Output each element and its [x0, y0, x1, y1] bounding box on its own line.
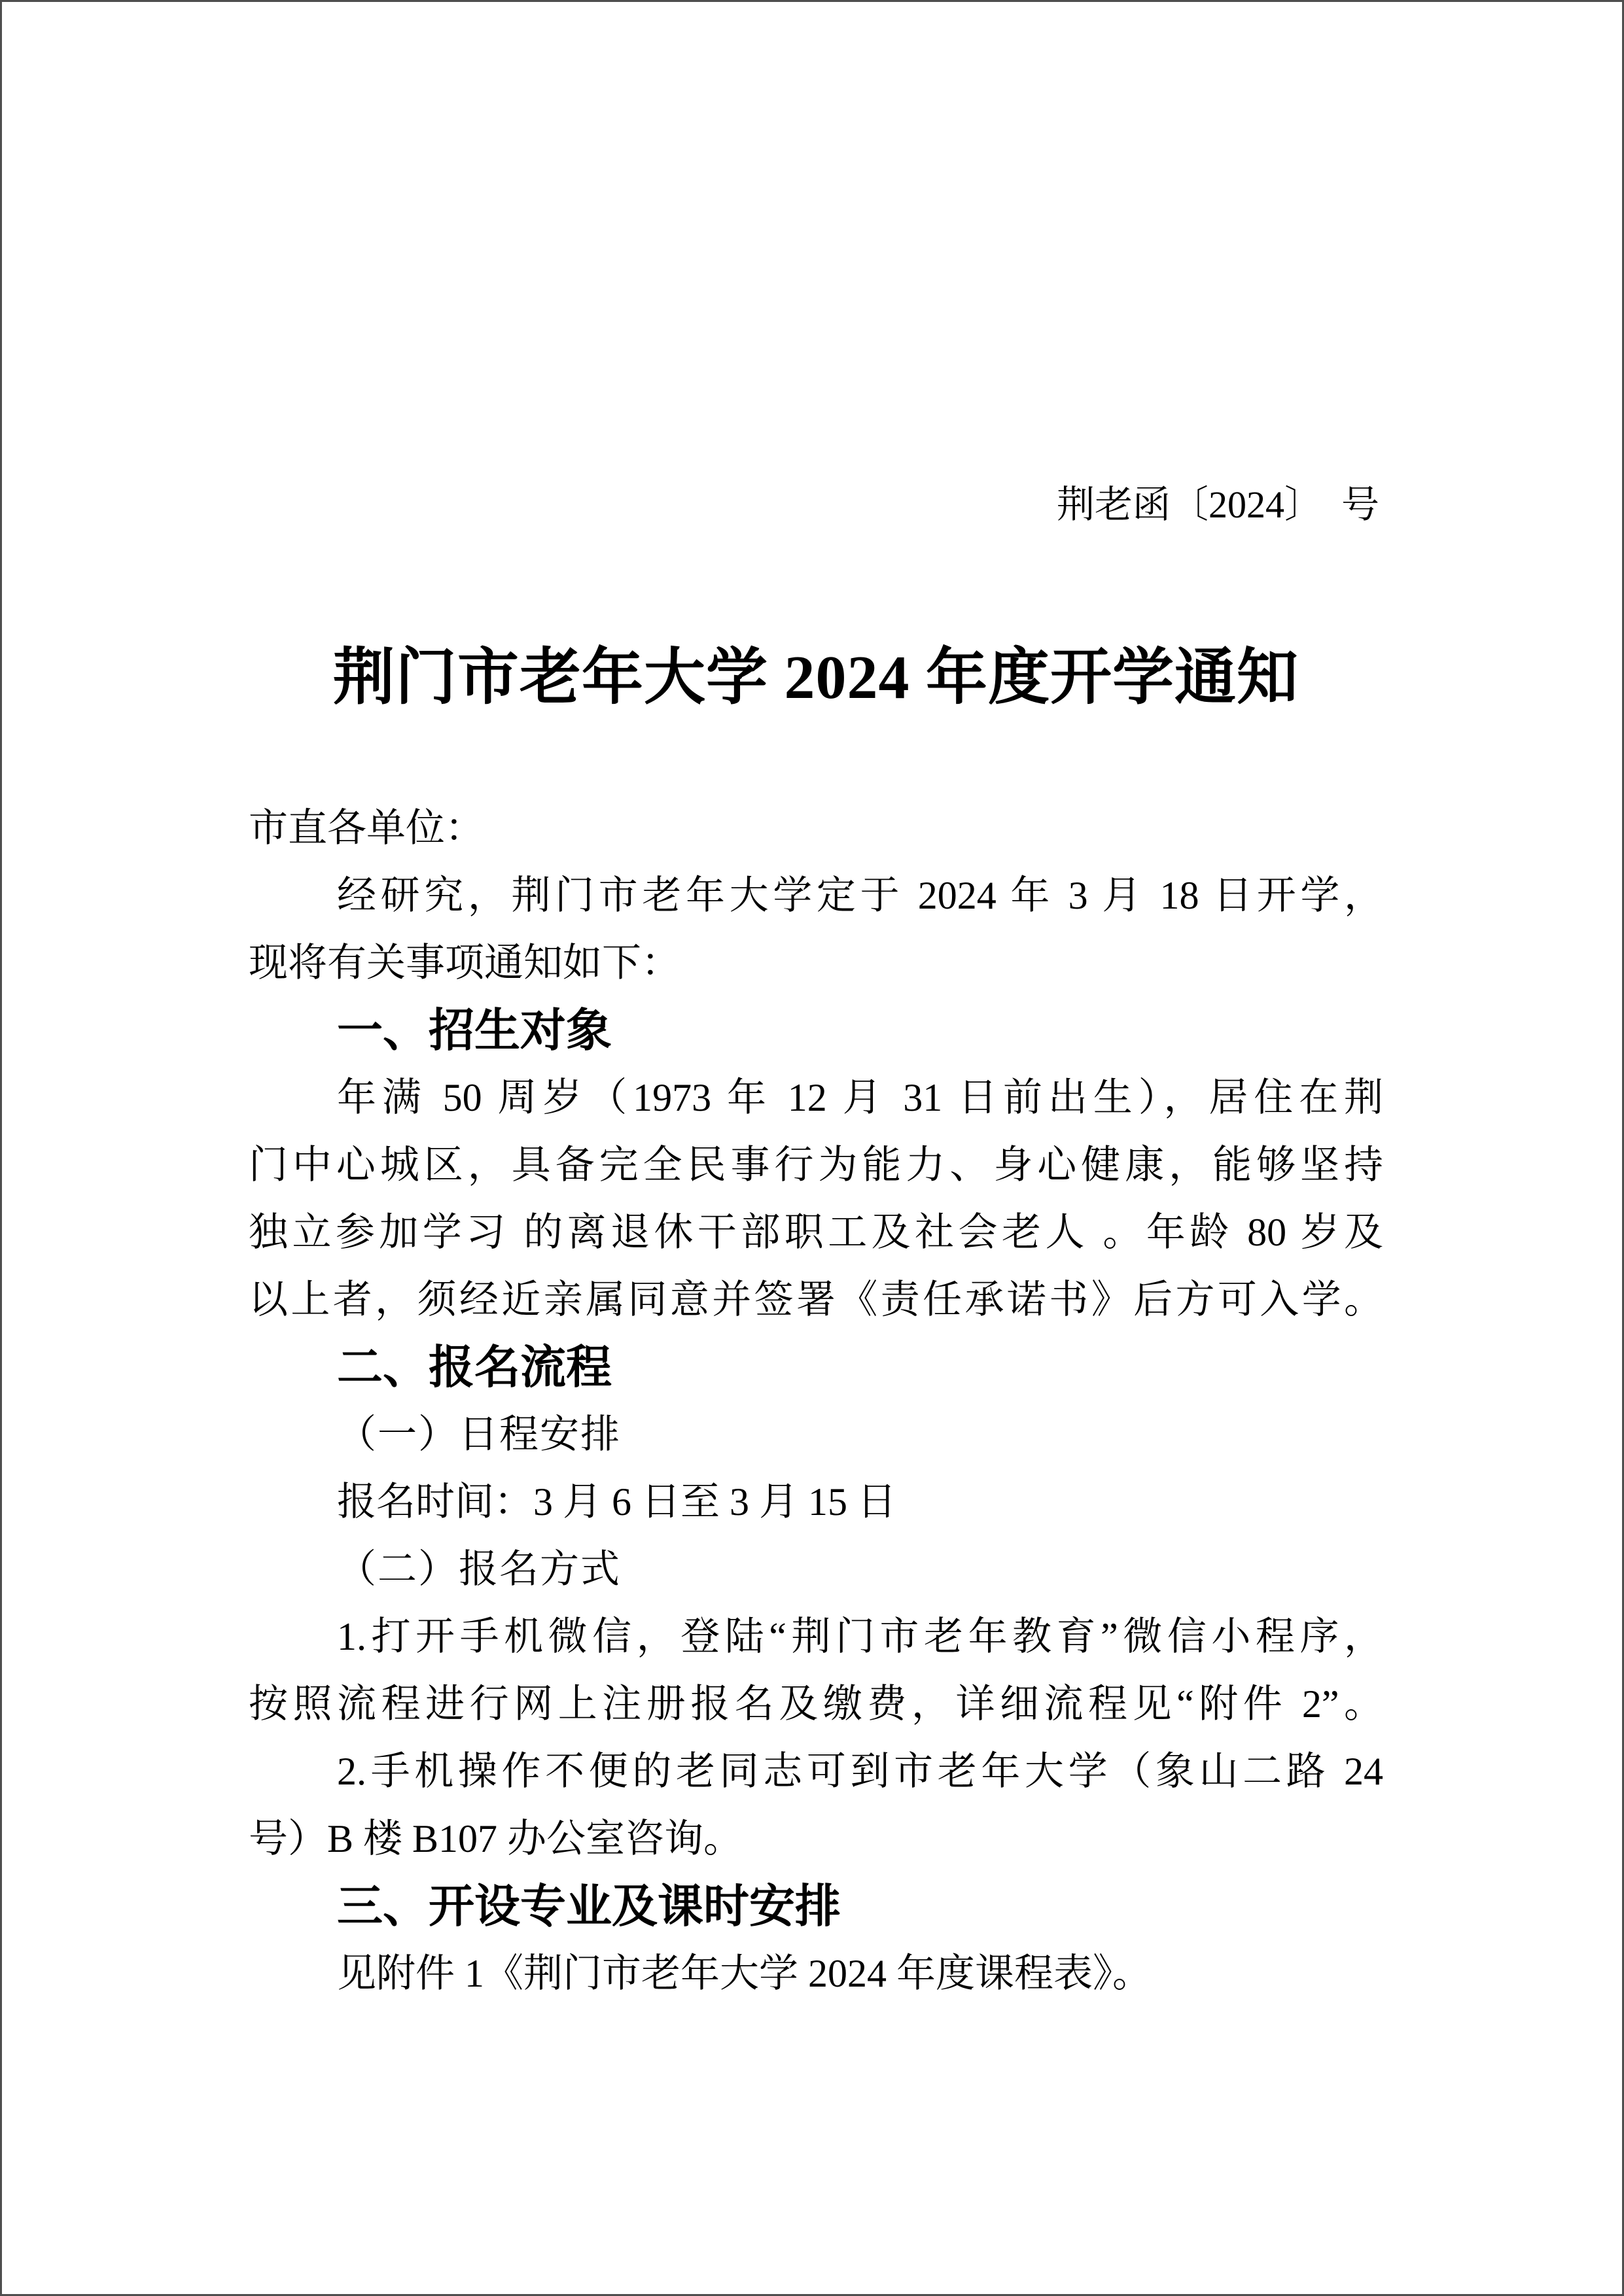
body-line: 市直各单位：: [249, 807, 484, 850]
body-line: 三、开设专业及课时安排: [337, 1881, 841, 1932]
body-line: 按照流程进行网上注册报名及缴费，详细流程见“附件 2”。: [249, 1682, 1383, 1726]
body-line: 1.打开手机微信，登陆“荆门市老年教育”微信小程序，: [337, 1615, 1383, 1658]
body-line: 现将有关事项通知如下：: [249, 941, 680, 984]
document-body: [249, 795, 1383, 2008]
body-line: 门中心城区，具备完全民事行为能力、身心健康，能够坚持: [249, 1143, 1383, 1187]
body-line: 报名时间：3 月 6 日至 3 月 15 日: [337, 1480, 896, 1523]
body-line: 一、招生对象: [337, 1005, 612, 1056]
body-line: 见附件 1《荆门市老年大学 2024 年度课程表》。: [337, 1952, 1152, 1995]
document-number: 荆老函〔2024〕 号: [1056, 483, 1379, 526]
body-line: 独立参加学习 的离退休干部职工及社会老人 。年龄 80 岁及: [249, 1211, 1383, 1254]
body-line: 年满 50 周岁（1973 年 12 月 31 日前出生），居住在荆: [337, 1076, 1383, 1119]
body-line: 经研究，荆门市老年大学定于 2024 年 3 月 18 日开学，: [337, 874, 1383, 917]
body-line: （一）日程安排: [337, 1413, 621, 1456]
body-line: 以上者，须经近亲属同意并签署《责任承诺书》后方可入学。: [249, 1278, 1383, 1321]
page-title: 荆门市老年大学 2024 年度开学通知: [332, 644, 1299, 712]
body-line: 号）B 楼 B107 办公室咨询。: [249, 1817, 743, 1860]
body-line: 2.手机操作不便的老同志可到市老年大学（象山二路 24: [337, 1750, 1383, 1793]
body-line: （二）报名方式: [337, 1548, 621, 1591]
body-line: 二、报名流程: [337, 1342, 612, 1393]
